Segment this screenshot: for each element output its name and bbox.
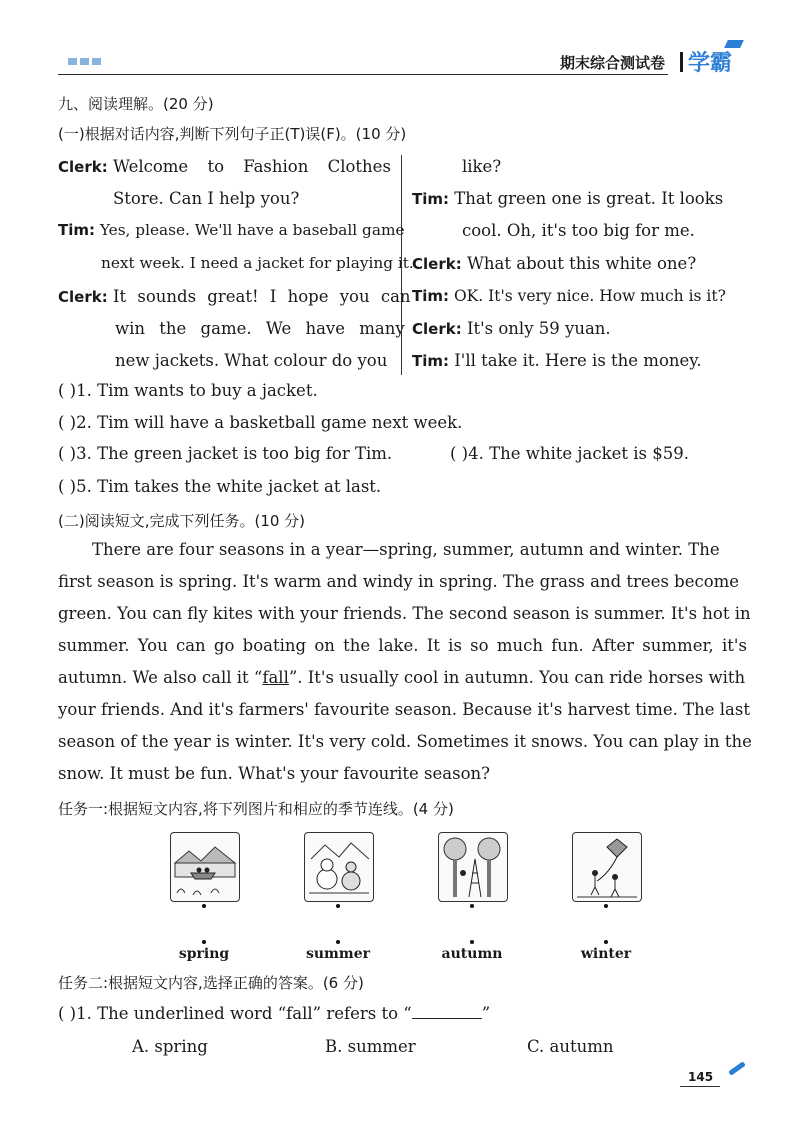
dialogue-line: cool. Oh, it's too big for me.: [462, 221, 695, 240]
page-number-rule: [680, 1086, 720, 1087]
header-rule: [58, 74, 668, 75]
picture-match-dot[interactable]: [202, 904, 206, 908]
option-c[interactable]: C. autumn: [527, 1037, 614, 1056]
underlined-word: fall: [262, 668, 289, 687]
dialogue-line: Clerk: Welcome to Fashion Clothes: [58, 157, 391, 176]
dialogue-line: Clerk: It sounds great! I hope you can: [58, 287, 411, 306]
dialogue-line: Clerk: It's only 59 yuan.: [412, 319, 611, 338]
header-divider: [680, 52, 683, 72]
season-label-winter: winter: [580, 946, 632, 962]
picture-match-dot[interactable]: [470, 904, 474, 908]
season-label-autumn: autumn: [441, 946, 503, 962]
tf-question-2[interactable]: ( )2. Tim will have a basketball game next week.: [58, 413, 463, 432]
tf-question-5[interactable]: ( )5. Tim takes the white jacket at last.: [58, 477, 382, 496]
passage-line: season of the year is winter. It's very cold. Sometimes it snows. You can play in the: [58, 732, 752, 751]
season-label-summer: summer: [306, 946, 370, 962]
picture-match-dot[interactable]: [336, 904, 340, 908]
tf-question-3[interactable]: ( )3. The green jacket is too big for Tim.: [58, 444, 393, 463]
task1-title: 任务一:根据短文内容,将下列图片和相应的季节连线。(4 分): [58, 800, 454, 818]
answer-blank[interactable]: [412, 1004, 482, 1019]
tf-question-1[interactable]: ( )1. Tim wants to buy a jacket.: [58, 381, 318, 400]
page-number: 145: [688, 1070, 714, 1084]
dialogue-line: win the game. We have many: [115, 319, 405, 338]
dialogue-line: new jackets. What colour do you: [115, 351, 388, 370]
header-title: 期末综合测试卷: [560, 54, 666, 72]
passage-line: There are four seasons in a year—spring, summer, autumn and winter. The: [92, 540, 720, 559]
dialogue-line: Tim: Yes, please. We'll have a baseball game: [58, 221, 405, 239]
dialogue-line: next week. I need a jacket for playing it.: [101, 254, 414, 272]
passage-line: first season is spring. It's warm and windy in spring. The grass and trees become: [58, 572, 740, 591]
season-match-dot[interactable]: [604, 940, 608, 944]
dialogue-line: like?: [462, 157, 502, 176]
option-b[interactable]: B. summer: [325, 1037, 416, 1056]
dialogue-line: Tim: That green one is great. It looks: [412, 189, 724, 208]
season-match-dot[interactable]: [470, 940, 474, 944]
pen-icon: [728, 1061, 746, 1075]
choice-question-1[interactable]: ( )1. The underlined word “fall” refers to “ ”: [58, 1004, 491, 1023]
season-match-dot[interactable]: [202, 940, 206, 944]
part2-title: (二)阅读短文,完成下列任务。(10 分): [58, 512, 306, 530]
header-decoration: [68, 58, 101, 65]
dialogue-line: Tim: I'll take it. Here is the money.: [412, 351, 702, 370]
brand-logo: 学霸: [688, 51, 733, 76]
snowman-picture[interactable]: [304, 832, 374, 902]
dialogue-line: Tim: OK. It's very nice. How much is it?: [412, 287, 726, 305]
picture-match-dot[interactable]: [604, 904, 608, 908]
speaker: Clerk:: [58, 158, 108, 176]
section-title: 九、阅读理解。(20 分): [58, 95, 214, 113]
passage-line: green. You can fly kites with your friends. The second season is summer. It's hot in: [58, 604, 751, 623]
dialogue-line: Store. Can I help you?: [113, 189, 300, 208]
passage-line: snow. It must be fun. What's your favourite season?: [58, 764, 491, 783]
season-label-spring: spring: [178, 946, 230, 962]
passage-line: autumn. We also call it “fall”. It's usually cool in autumn. You can ride horses with: [58, 668, 746, 687]
dialogue-line: Clerk: What about this white one?: [412, 254, 697, 273]
task2-title: 任务二:根据短文内容,选择正确的答案。(6 分): [58, 974, 364, 992]
boating-picture[interactable]: [170, 832, 240, 902]
season-match-dot[interactable]: [336, 940, 340, 944]
harvest-picture[interactable]: [438, 832, 508, 902]
tf-question-4[interactable]: ( )4. The white jacket is $59.: [450, 444, 689, 463]
passage-line: your friends. And it's farmers' favourite season. Because it's harvest time. The last: [58, 700, 750, 719]
option-a[interactable]: A. spring: [132, 1037, 208, 1056]
part1-title: (一)根据对话内容,判断下列句子正(T)误(F)。(10 分): [58, 125, 407, 143]
kite-picture[interactable]: [572, 832, 642, 902]
passage-line: summer. You can go boating on the lake. It is so much fun. After summer, it's: [58, 636, 747, 655]
column-divider: [401, 155, 402, 375]
